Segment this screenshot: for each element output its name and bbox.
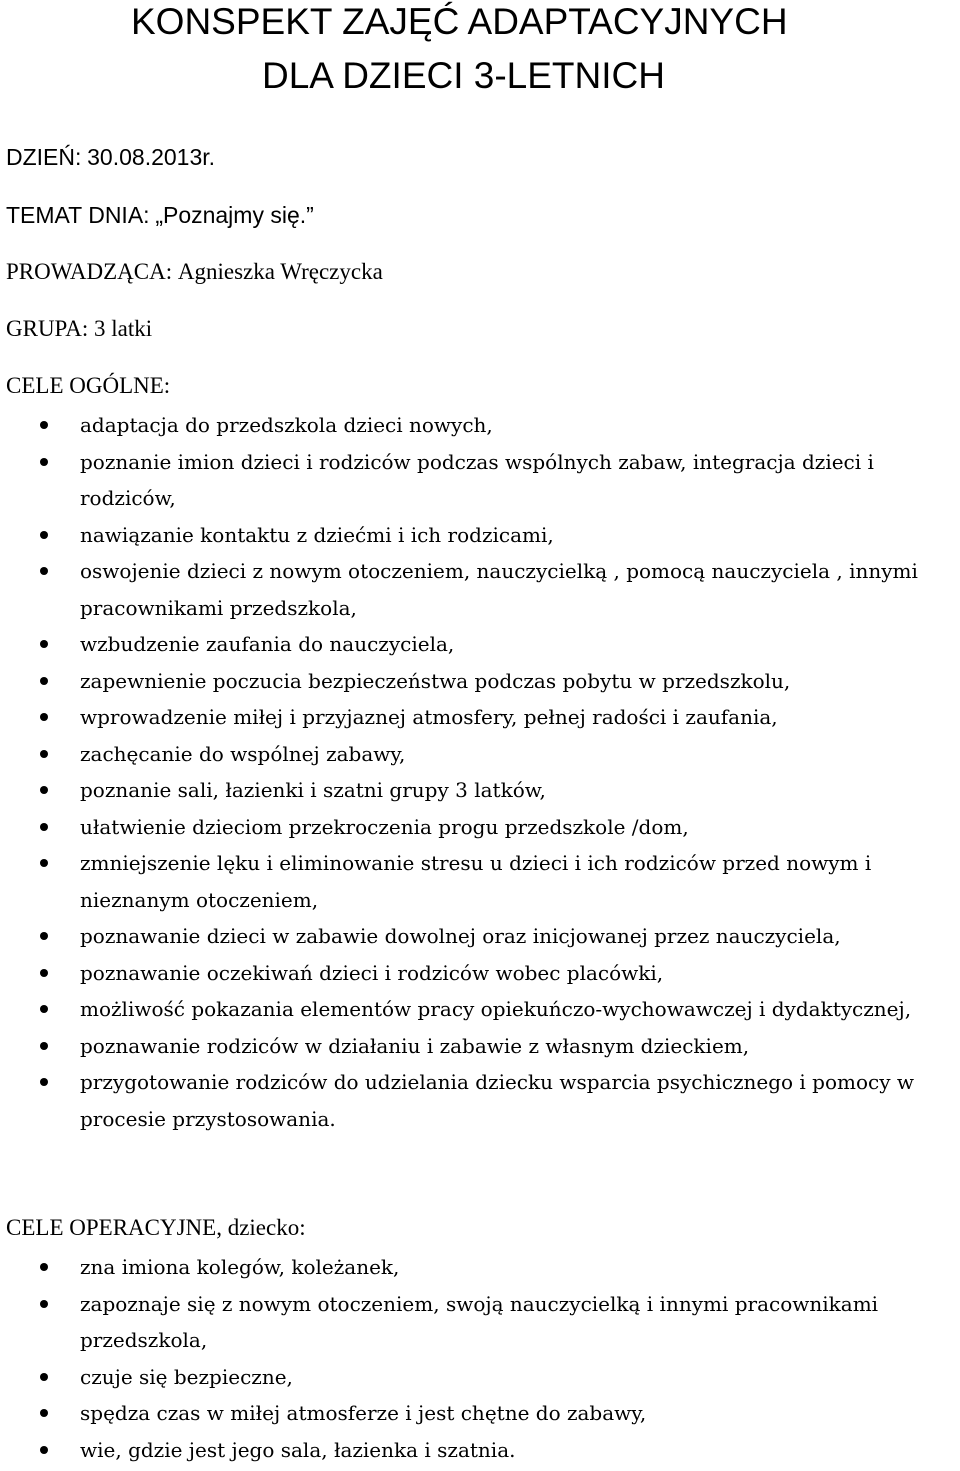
day-row: [6, 142, 215, 173]
list-item: wie, gdzie jest jego sala, łazienka i szatnia.: [0, 1432, 960, 1469]
list-item: poznawanie rodziców w działaniu i zabawie z własnym dzieckiem,: [0, 1028, 960, 1065]
list-item: ułatwienie dzieciom przekroczenia progu przedszkole /dom,: [0, 809, 960, 846]
teacher-label: PROWADZĄCA:: [6, 259, 173, 284]
teacher-row: [6, 257, 383, 287]
general-goals-list: [0, 407, 960, 1137]
list-item: nawiązanie kontaktu z dziećmi i ich rodzicami,: [0, 517, 960, 554]
list-item: poznanie imion dzieci i rodziców podczas wspólnych zabaw, integracja dzieci i rodziców,: [0, 444, 960, 517]
list-item: zapoznaje się z nowym otoczeniem, swoją nauczycielką i innymi pracownikami przedszkola,: [0, 1286, 960, 1359]
list-item: zna imiona kolegów, koleżanek,: [0, 1249, 960, 1286]
list-item: adaptacja do przedszkola dzieci nowych,: [0, 407, 960, 444]
list-item: spędza czas w miłej atmosferze i jest chętne do zabawy,: [0, 1395, 960, 1432]
list-item: czuje się bezpieczne,: [0, 1359, 960, 1396]
list-item: wprowadzenie miłej i przyjaznej atmosfery, pełnej radości i zaufania,: [0, 699, 960, 736]
day-label: DZIEŃ:: [6, 144, 82, 170]
list-item: poznanie sali, łazienki i szatni grupy 3 latków,: [0, 772, 960, 809]
list-item: poznawanie dzieci w zabawie dowolnej oraz inicjowanej przez nauczyciela,: [0, 918, 960, 955]
teacher-value: Agnieszka Wręczycka: [177, 259, 383, 284]
list-item: oswojenie dzieci z nowym otoczeniem, nauczycielką , pomocą nauczyciela , innymi pracownikami przedszkola,: [0, 553, 960, 626]
operational-goals-heading: CELE OPERACYJNE, dziecko:: [6, 1215, 306, 1240]
operational-goals-list: [0, 1249, 960, 1468]
topic-label: TEMAT DNIA:: [6, 202, 150, 228]
day-value: 30.08.2013r.: [87, 144, 216, 170]
group-label: GRUPA:: [6, 316, 89, 341]
list-item: zachęcanie do wspólnej zabawy,: [0, 736, 960, 773]
document-title-line2: DLA DZIECI 3-LETNICH: [262, 55, 665, 96]
group-row: [6, 314, 152, 344]
list-item: zapewnienie poczucia bezpieczeństwa podczas pobytu w przedszkolu,: [0, 663, 960, 700]
topic-value: „Poznajmy się.”: [155, 202, 314, 228]
list-item: poznawanie oczekiwań dzieci i rodziców wobec placówki,: [0, 955, 960, 992]
list-item: zmniejszenie lęku i eliminowanie stresu u dzieci i ich rodziców przed nowym i nieznanym otoczeniem,: [0, 845, 960, 918]
document-title-line1: KONSPEKT ZAJĘĆ ADAPTACYJNYCH: [131, 1, 788, 42]
list-item: wzbudzenie zaufania do nauczyciela,: [0, 626, 960, 663]
list-item: możliwość pokazania elementów pracy opiekuńczo-wychowawczej i dydaktycznej,: [0, 991, 960, 1028]
group-value: 3 latki: [94, 316, 153, 341]
general-goals-heading: CELE OGÓLNE:: [6, 373, 171, 398]
list-item: przygotowanie rodziców do udzielania dziecku wsparcia psychicznego i pomocy w procesie przystosowania.: [0, 1064, 960, 1137]
topic-row: [6, 200, 314, 231]
